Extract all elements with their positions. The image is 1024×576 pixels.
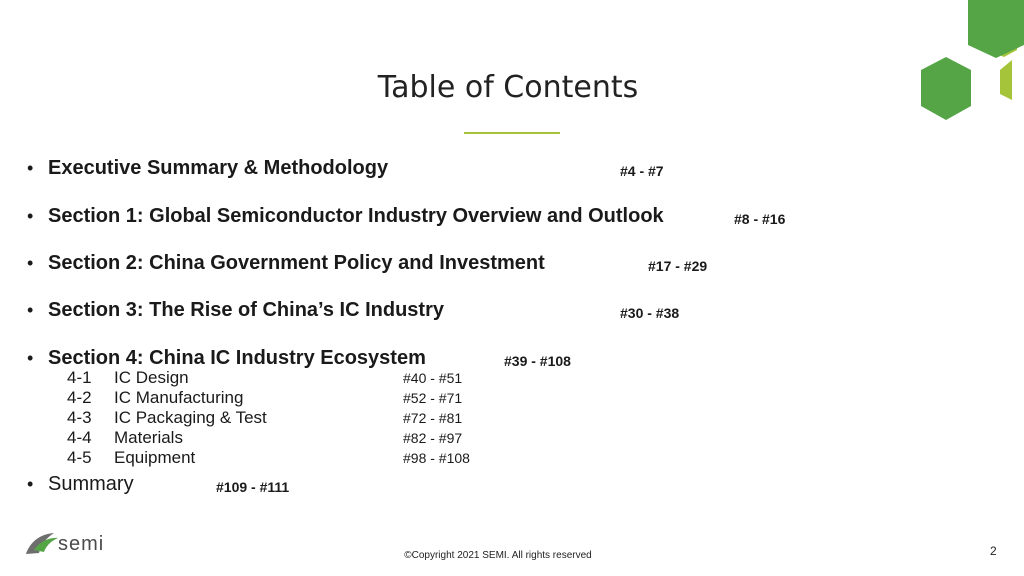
- toc-subitem-4-3: [0, 408, 1024, 428]
- toc-item-label: Section 1: Global Semiconductor Industry Overview and Outlook: [48, 205, 664, 227]
- bullet: •: [27, 300, 34, 320]
- subsection-number: 4-3: [67, 408, 92, 427]
- bullet: •: [27, 206, 34, 226]
- toc-item-section-3: [0, 297, 1024, 323]
- toc-item-pages: #30 - #38: [620, 305, 680, 321]
- toc-item-label: Summary: [48, 473, 134, 495]
- toc-item-pages: #109 - #111: [216, 479, 290, 495]
- toc-item-pages: #8 - #16: [734, 211, 786, 227]
- toc-item-summary: [0, 471, 1024, 497]
- subsection-number: 4-1: [67, 368, 92, 387]
- large-dark-green-hexagon-top: [944, 0, 1024, 58]
- toc-subitem-4-4: [0, 428, 1024, 448]
- toc-item-pages: #4 - #7: [620, 163, 664, 179]
- subsection-number: 4-2: [67, 388, 92, 407]
- subsection-label: IC Manufacturing: [114, 388, 244, 407]
- logo-wordmark: semi: [58, 533, 105, 555]
- subsection-label: Materials: [114, 428, 183, 447]
- slide-title: Table of Contents: [377, 70, 639, 105]
- subsection-number: 4-5: [67, 448, 92, 467]
- toc-item-section-1: [0, 203, 1024, 229]
- subsection-label: Equipment: [114, 448, 196, 467]
- hexagon-decoration: [884, 0, 1024, 125]
- toc-item-pages: #17 - #29: [648, 258, 708, 274]
- subsection-pages: #98 - #108: [403, 450, 470, 466]
- subsection-pages: #40 - #51: [403, 370, 463, 386]
- toc-subitem-4-1: [0, 368, 1024, 388]
- subsection-pages: #72 - #81: [403, 410, 463, 426]
- toc-subitem-4-2: [0, 388, 1024, 408]
- toc-item-label: Section 3: The Rise of China’s IC Industry: [48, 299, 444, 321]
- toc-item-label: Executive Summary & Methodology: [48, 157, 389, 179]
- bullet: •: [27, 253, 34, 273]
- toc-item-pages: #39 - #108: [504, 353, 571, 369]
- title-underline: [464, 132, 560, 134]
- bullet: •: [27, 474, 34, 494]
- subsection-label: IC Packaging & Test: [114, 408, 267, 427]
- toc-subitem-4-5: [0, 448, 1024, 468]
- copyright-footer: ©Copyright 2021 SEMI. All rights reserved: [404, 550, 592, 561]
- subsection-pages: #82 - #97: [403, 430, 463, 446]
- subsection-pages: #52 - #71: [403, 390, 463, 406]
- toc-item-executive-summary: [0, 155, 1024, 181]
- toc-item-section-2: [0, 250, 1024, 276]
- page-number: 2: [990, 544, 997, 558]
- bullet: •: [27, 348, 34, 368]
- subsection-number: 4-4: [67, 428, 92, 447]
- toc-item-label: Section 4: China IC Industry Ecosystem: [48, 347, 426, 369]
- toc-item-label: Section 2: China Government Policy and Investment: [48, 252, 545, 274]
- bullet: •: [27, 158, 34, 178]
- subsection-label: IC Design: [114, 368, 189, 387]
